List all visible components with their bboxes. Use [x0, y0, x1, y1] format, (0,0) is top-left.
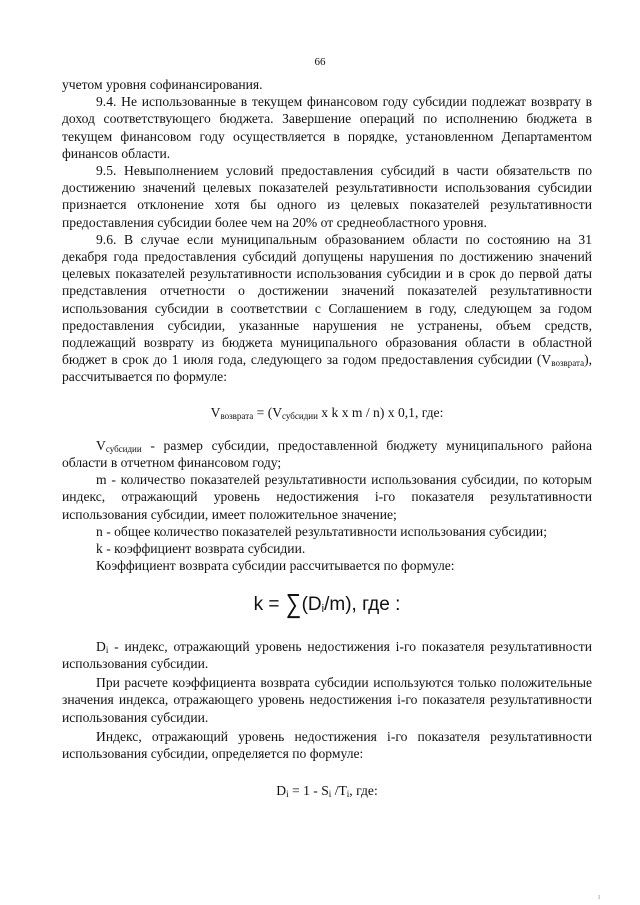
def-v-sub: субсидии	[105, 443, 142, 454]
def-d-head: D	[96, 638, 106, 654]
def-d-text: - индекс, отражающий уровень недостижения i-го показателя результативности использования субсидии.	[62, 638, 592, 671]
paragraph-9-6-sub: возврата	[551, 358, 585, 369]
formula1-mid: = (V	[253, 404, 283, 420]
definition-v-subsidy	[62, 437, 592, 471]
formula3-mid: = 1 - S	[288, 783, 329, 799]
paragraph-9-4: 9.4. Не использованные в текущем финансовом году субсидии подлежат возврату в доход соответствующего бюджета. Завершение операций по исполнению бюджета в текущем финансовом году осуществляется в порядке, установленном Департаментом финансов области.	[62, 94, 592, 161]
formula1-v-sub: возврата	[220, 410, 254, 421]
paragraph-9-5: 9.5. Невыполнением условий предоставления субсидий в части обязательств по достижению значений целевых показателей результативности использования субсидии признается отклонение хотя бы одного из целевых показателей результативности предоставления субсидии более чем на 20% от среднеобластного уровня.	[62, 163, 592, 230]
formula-d	[62, 782, 592, 799]
formula3-s-sub: i	[328, 789, 332, 800]
formula1-end: x k x m / n) x 0,1, где:	[317, 404, 444, 420]
corner-mark: ı	[598, 892, 601, 901]
paragraph-9-6-end: ), рассчитывается по формуле:	[62, 352, 592, 385]
formula-return-volume	[62, 404, 592, 421]
formula2-sub-i: i	[321, 603, 325, 616]
document-body	[62, 76, 592, 799]
formula3-d-sub: i	[286, 789, 289, 800]
formula2-lhs: k =	[253, 594, 285, 616]
definition-n: n - общее количество показателей результативности использования субсидии;	[96, 523, 547, 539]
def-d-sub: i	[105, 644, 109, 655]
formula1-mid-sub: субсидии	[282, 410, 318, 421]
definition-m: m - количество показателей результативности использования субсидии, по которым индекс, отражающий уровень недостижения i-го показателя результативности использования субсидии, имеет положительное значение;	[62, 472, 592, 522]
definition-d	[62, 638, 592, 672]
formula3-d: D	[276, 783, 287, 799]
def-v-head: V	[96, 437, 106, 453]
definition-k: k - коэффициент возврата субсидии.	[96, 541, 306, 557]
paragraph-cofinancing: учетом уровня софинансирования.	[62, 77, 263, 92]
paragraph-calculation: При расчете коэффициента возврата субсидии используются только положительные значения индекса, отражающего уровень недостижения i-го показателя результативности использования субсидии.	[62, 675, 592, 725]
sigma-symbol: ∑	[285, 589, 301, 620]
k-formula-intro: Коэффициент возврата субсидии рассчитывается по формуле:	[96, 558, 455, 574]
def-v-text: - размер субсидии, предоставленной бюджету муниципального района области в отчетном финансовом году;	[62, 437, 592, 471]
formula-k	[62, 589, 592, 620]
paragraph-9-6-text: 9.6. В случае если муниципальным образованием области по состоянию на 31 декабря года предоставления субсидий допущены нарушения по достижению значений целевых показателей результативности использования субсидии и в срок до первой даты представления отчетности о достижении значений показателей результативности использования субсидии в соответствии с Соглашением в году, следующем за годом предоставления субсидии, указанные нарушения не устранены, объем средств, подлежащий возврату из бюджета муниципального образования области в областной бюджет в срок до 1 июля года, следующего за годом предоставления субсидии (V	[62, 231, 592, 368]
formula2-d: (D	[301, 594, 322, 616]
formula2-rest: /m), где :	[324, 594, 401, 616]
paragraph-index: Индекс, отражающий уровень недостижения i-го показателя результативности использования субсидии, определяется по формуле:	[62, 728, 592, 761]
formula3-end: , где:	[349, 783, 378, 799]
formula3-t-sub: i	[346, 789, 350, 800]
page-number: 66	[314, 56, 326, 68]
formula1-v: V	[210, 404, 221, 420]
formula3-slash: /T	[331, 783, 347, 799]
paragraph-9-6	[62, 231, 592, 386]
